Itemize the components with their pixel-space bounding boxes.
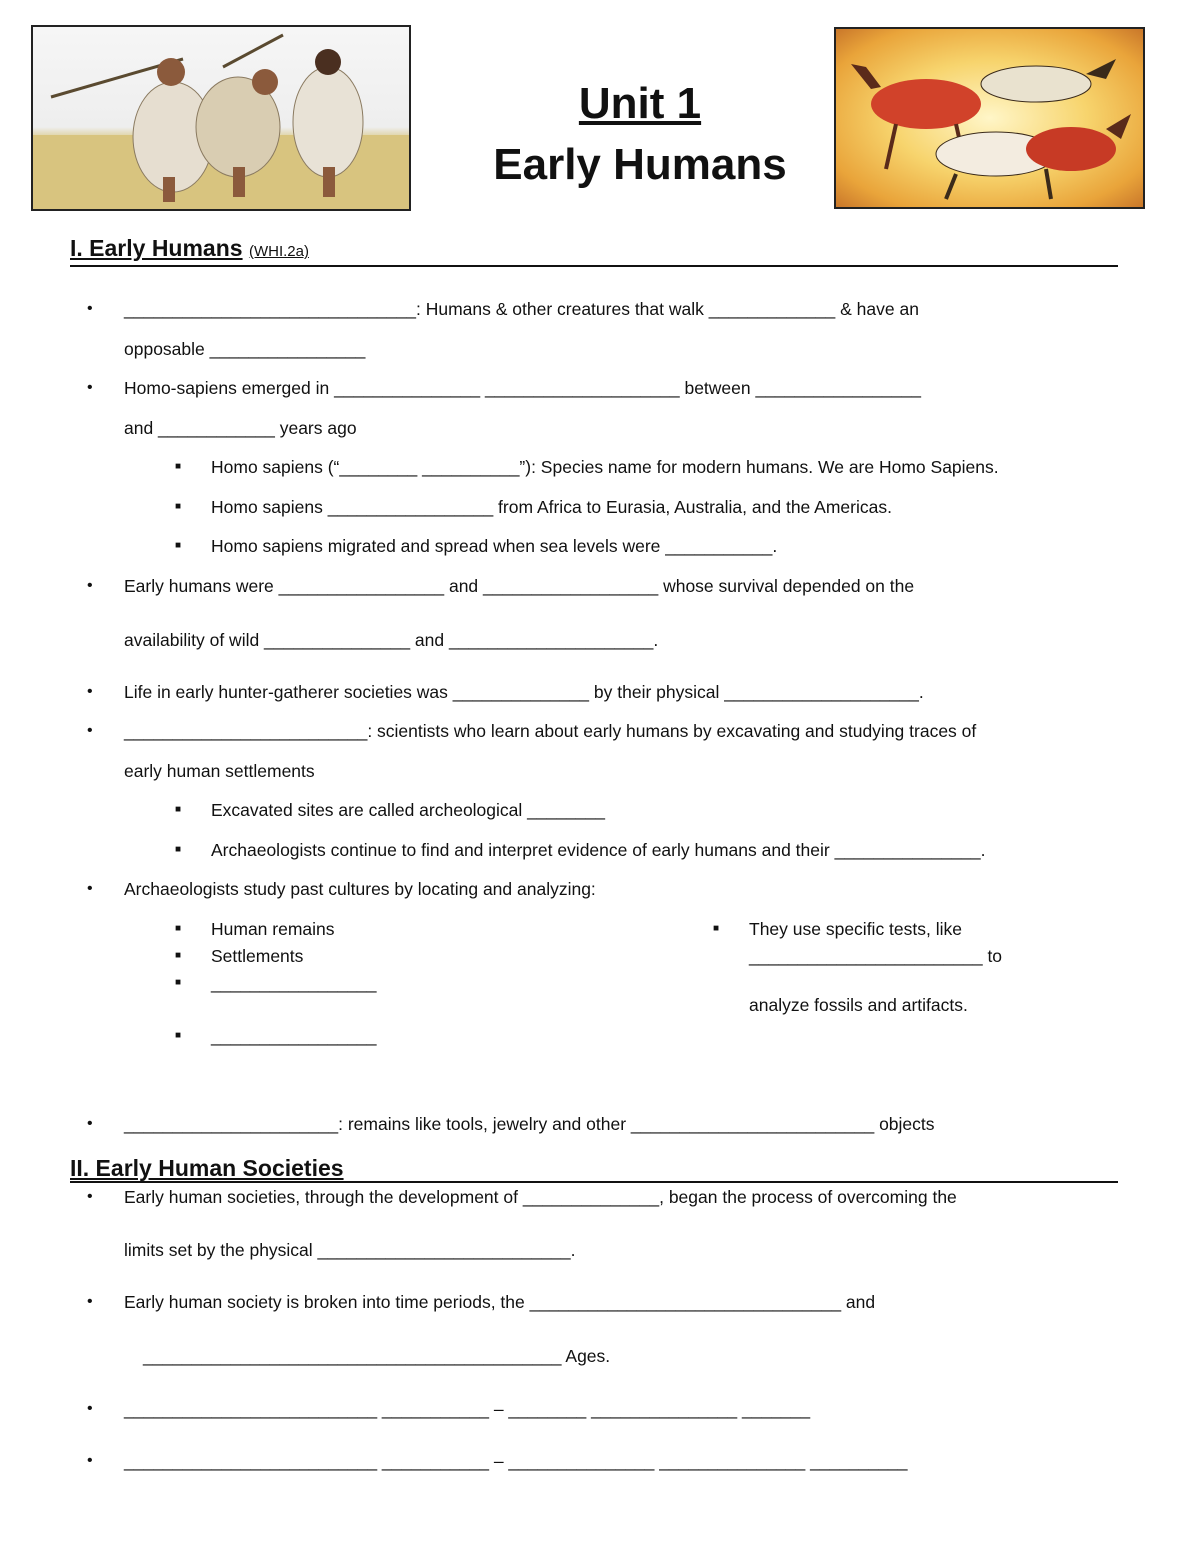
square-bullet-icon: ■ <box>175 461 182 472</box>
fill-in-line: Homo sapiens migrated and spread when sea levels were ___________. <box>211 536 778 556</box>
list-item: They use specific tests, like <box>749 919 962 939</box>
fill-in-line: Early human societies, through the development of ______________, began the process of overcoming the <box>124 1187 957 1207</box>
list-item: Human remains <box>211 919 335 939</box>
bullet-icon: • <box>87 1188 93 1205</box>
fill-in-line: Homo sapiens (“________ __________”): Species name for modern humans. We are Homo Sapiens. <box>211 457 999 477</box>
fill-in-line: Life in early hunter-gatherer societies was ______________ by their physical ____________________. <box>124 682 924 702</box>
square-bullet-icon: ■ <box>175 950 182 961</box>
square-bullet-icon: ■ <box>175 844 182 855</box>
square-bullet-icon: ■ <box>175 501 182 512</box>
fill-in-line: _________________ <box>211 1026 377 1046</box>
bullet-icon: • <box>87 683 93 700</box>
bullet-icon: • <box>87 1293 93 1310</box>
square-bullet-icon: ■ <box>175 1030 182 1041</box>
bullet-icon: • <box>87 1115 93 1132</box>
fill-in-line: Homo-sapiens emerged in _______________ ____________________ between _________________ <box>124 378 921 398</box>
early-humans-illustration <box>31 25 411 211</box>
list-item: analyze fossils and artifacts. <box>749 995 968 1015</box>
fill-in-line: ________________________ to <box>749 946 1003 966</box>
cave-painting-image <box>834 27 1145 209</box>
square-bullet-icon: ■ <box>175 977 182 988</box>
bullet-icon: • <box>87 379 93 396</box>
fill-in-line: availability of wild _______________ and _____________________. <box>124 630 659 650</box>
section-heading-early-human-societies <box>70 1155 1118 1183</box>
square-bullet-icon: ■ <box>713 923 720 934</box>
cave-horses-icon <box>836 29 1143 207</box>
bullet-icon: • <box>87 722 93 739</box>
fill-in-line: Archaeologists continue to find and interpret evidence of early humans and their _______________. <box>211 840 986 860</box>
fill-in-line: Early human society is broken into time periods, the ________________________________ and <box>124 1292 876 1312</box>
fill-in-line: Excavated sites are called archeological ________ <box>211 800 606 820</box>
section-title: I. Early Humans <box>70 235 243 261</box>
fill-in-line: _________________________: scientists who learn about early humans by excavating and studying traces of <box>124 721 977 741</box>
bullet-icon: • <box>87 880 93 897</box>
fill-in-line: opposable ________________ <box>124 339 366 359</box>
fill-in-line: ______________________________: Humans & other creatures that walk _____________ & have an <box>124 299 919 319</box>
bullet-icon: • <box>87 1452 93 1469</box>
section-title: II. Early Human Societies <box>70 1155 344 1181</box>
fill-in-line: Early humans were _________________ and __________________ whose survival depended on the <box>124 576 915 596</box>
title-block <box>440 78 840 200</box>
fill-in-line: __________________________ ___________ – ________ _______________ _______ <box>124 1399 811 1419</box>
square-bullet-icon: ■ <box>175 804 182 815</box>
fill-in-line: Homo sapiens _________________ from Africa to Eurasia, Australia, and the Americas. <box>211 497 892 517</box>
fill-in-line: early human settlements <box>124 761 315 781</box>
square-bullet-icon: ■ <box>175 923 182 934</box>
section-heading-early-humans <box>70 235 1118 267</box>
square-bullet-icon: ■ <box>175 540 182 551</box>
fill-in-line: __________________________ ___________ – _______________ _______________ __________ <box>124 1451 908 1471</box>
fill-in-line: and ____________ years ago <box>124 418 357 438</box>
bullet-icon: • <box>87 577 93 594</box>
fill-in-line: ______________________: remains like tools, jewelry and other _________________________ objects <box>124 1114 935 1134</box>
fill-in-line: ___________________________________________ Ages. <box>143 1346 611 1366</box>
list-item: Settlements <box>211 946 304 966</box>
hunters-figures-icon <box>33 27 409 209</box>
section-standard-ref: (WHI.2a) <box>248 243 309 260</box>
fill-in-line: limits set by the physical __________________________. <box>124 1240 576 1260</box>
page-title-unit: Unit 1 <box>578 79 702 128</box>
fill-in-line: Archaeologists study past cultures by locating and analyzing: <box>124 879 596 899</box>
bullet-icon: • <box>87 1400 93 1417</box>
bullet-icon: • <box>87 300 93 317</box>
fill-in-line: _________________ <box>211 973 377 993</box>
page-title: Early Humans <box>493 140 787 189</box>
